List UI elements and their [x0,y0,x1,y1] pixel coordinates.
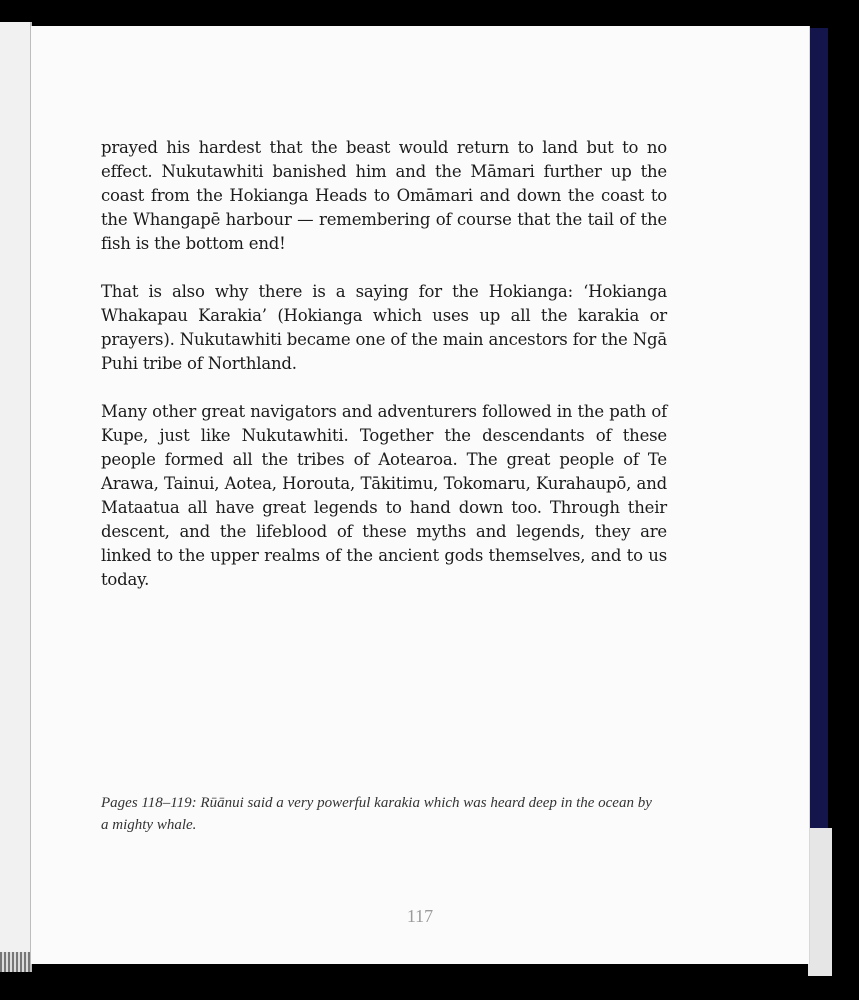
paragraph-3: Many other great navigators and adventurers followed in the path of Kupe, just like Nukutawhiti. Together the descendants of these people formed all the tribes of Aotearoa. The great people of Te Arawa, Tainui, Aotea, Horouta, Tākitimu, Tokomaru, Kurahaupō, and Mataatua all have great legends to hand down too. Through their descent, and the lifeblood of these myths and legends, they are linked to the upper realms of the ancient gods themselves, and to us today. [101,402,667,589]
book-page [31,26,809,964]
paragraph-2: That is also why there is a saying for the Hokianga: ‘Hokianga Whakapau Karakia’ (Hokianga which uses up all the karakia or prayers). Nukutawhiti became one of the main ancestors for the Ngā Puhi tribe of Northland. [101,282,667,373]
left-page-edge [0,22,32,972]
book-cover-edge [808,28,828,828]
left-page-binding-edge [0,952,30,972]
illustration-caption: Pages 118–119: Rūānui said a very powerful karakia which was heard deep in the ocean by a mighty whale. [101,795,652,833]
body-text [101,136,667,616]
page-number: 117 [406,906,434,926]
book-cover-lower-edge [808,828,832,976]
paragraph-1: prayed his hardest that the beast would return to land but to no effect. Nukutawhiti banished him and the Māmari further up the coast from the Hokianga Heads to Omāmari and down the coast to the Whangapē harbour — remembering of course that the tail of the fish is the bottom end! [101,138,667,253]
